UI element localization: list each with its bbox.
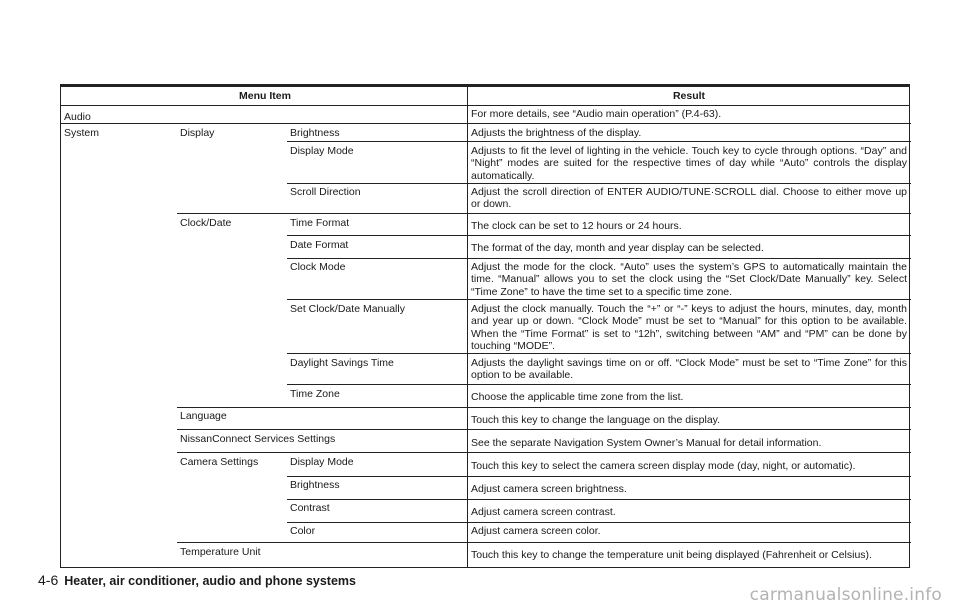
row-nissanconnect-label: NissanConnect Services Settings bbox=[180, 433, 336, 445]
row-date-format-result: The format of the day, month and year display can be selected. bbox=[471, 242, 764, 254]
row-temperature-unit-result: Touch this key to change the temperature unit being displayed (Fahrenheit or Celsius). bbox=[471, 549, 872, 561]
row-daylight-savings-label: Daylight Savings Time bbox=[290, 357, 394, 369]
row-camera-contrast-result: Adjust camera screen contrast. bbox=[471, 506, 616, 518]
row-camera-brightness-result: Adjust camera screen brightness. bbox=[471, 483, 627, 495]
row-camera-brightness-label: Brightness bbox=[290, 479, 340, 491]
row-clock-date-label: Clock/Date bbox=[180, 217, 232, 229]
row-display-brightness-label: Brightness bbox=[290, 127, 340, 139]
row-daylight-savings-result: Adjusts the daylight savings time on or off. “Clock Mode” must be set to “Time Zone” for this option to be available. bbox=[471, 357, 907, 382]
row-camera-color-result: Adjust camera screen color. bbox=[471, 525, 601, 537]
header-result: Result bbox=[672, 90, 706, 102]
row-camera-settings-label: Camera Settings bbox=[180, 456, 259, 468]
row-time-format-result: The clock can be set to 12 hours or 24 hours. bbox=[471, 220, 682, 232]
row-display-mode-result: Adjusts to fit the level of lighting in the vehicle. Touch key to cycle through options. “Day” and “Night” modes are suited for the respective times of day while “Auto” controls the display automatically. bbox=[471, 145, 907, 182]
row-date-format-label: Date Format bbox=[290, 239, 349, 251]
row-camera-display-mode-result: Touch this key to select the camera screen display mode (day, night, or automatic). bbox=[471, 460, 856, 472]
row-scroll-direction-result: Adjust the scroll direction of ENTER AUDIO/TUNE·SCROLL dial. Choose to either move up or down. bbox=[471, 186, 907, 211]
row-set-clock-result: Adjust the clock manually. Touch the “+” or “-” keys to adjust the hours, minutes, day, month and year up or down. “Clock Mode” must be set to “Manual” for this option to be available. When the “Time Format” is set to “12h”, switching between “AM” and “PM” can be done by touching “MODE”. bbox=[471, 303, 907, 352]
row-time-zone-label: Time Zone bbox=[290, 388, 340, 400]
row-temperature-unit-label: Temperature Unit bbox=[180, 546, 261, 558]
header-menu-item: Menu Item bbox=[239, 90, 291, 102]
row-language-result: Touch this key to change the language on the display. bbox=[471, 414, 721, 426]
row-camera-display-mode-label: Display Mode bbox=[290, 456, 354, 468]
row-clock-mode-label: Clock Mode bbox=[290, 261, 346, 273]
row-display-brightness-result: Adjusts the brightness of the display. bbox=[471, 127, 642, 139]
row-audio-label: Audio bbox=[64, 111, 91, 123]
menu-table bbox=[60, 84, 910, 568]
row-camera-contrast-label: Contrast bbox=[290, 502, 330, 514]
row-camera-color-label: Color bbox=[290, 525, 316, 537]
row-display-label: Display bbox=[180, 127, 215, 139]
row-nissanconnect-result: See the separate Navigation System Owner’s Manual for detail information. bbox=[471, 437, 822, 449]
chapter-title: Heater, air conditioner, audio and phone systems bbox=[64, 574, 356, 588]
row-language-label: Language bbox=[180, 410, 227, 422]
row-clock-mode-result: Adjust the mode for the clock. “Auto” uses the system’s GPS to automatically maintain the time. “Manual” allows you to set the clock using the “Set Clock/Date Manually” key. Select “Time Zone” to have the time set to a specific time zone. bbox=[471, 261, 907, 298]
row-scroll-direction-label: Scroll Direction bbox=[290, 186, 361, 198]
row-time-format-label: Time Format bbox=[290, 217, 350, 229]
row-audio-result: For more details, see “Audio main operation” (P.4-63). bbox=[471, 108, 722, 120]
watermark: carmanualsonline.info bbox=[749, 585, 942, 605]
row-system-label: System bbox=[64, 127, 100, 139]
row-set-clock-label: Set Clock/Date Manually bbox=[290, 303, 405, 315]
table-header bbox=[61, 87, 909, 106]
page-number: 4-6 bbox=[38, 572, 59, 588]
page-footer bbox=[38, 572, 356, 588]
row-time-zone-result: Choose the applicable time zone from the list. bbox=[471, 391, 684, 403]
row-display-mode-label: Display Mode bbox=[290, 145, 354, 157]
